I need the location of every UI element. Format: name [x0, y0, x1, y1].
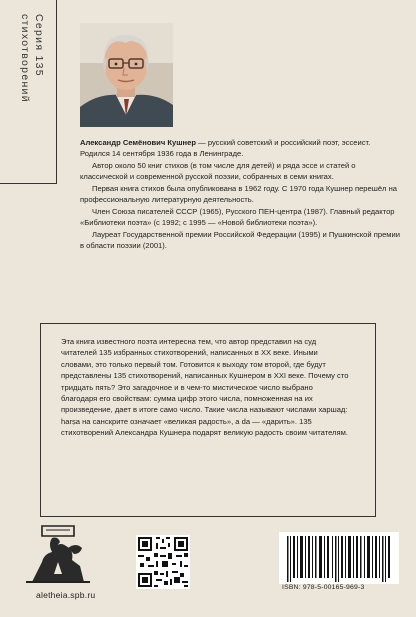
publisher-website[interactable]: aletheia.spb.ru [36, 590, 96, 600]
barcode-icon [279, 532, 399, 584]
series-frame [0, 0, 57, 184]
bio-intro: — русский советский и российский поэт, эссеист. Родился 14 сентября 1936 года в Ленинграде. [80, 138, 371, 158]
bio-paragraph-3: Первая книга стихов была опубликована в 1962 году. С 1970 года Кушнер перешёл на профессиональную литературную деятельность. [80, 184, 398, 204]
bio-paragraph-1 [80, 137, 402, 159]
qr-code-icon [136, 535, 190, 589]
book-description-frame [40, 323, 376, 517]
isbn-number: ISBN: 978-5-00165-969-3 [282, 584, 365, 591]
qr-code-graphic [136, 535, 190, 589]
series-line-2: стихотворений [19, 14, 31, 103]
bio-paragraph-5: Лауреат Государственной премии Российской Федерации (1995) и Пушкинской премии в области поэзии (2001). [80, 230, 400, 250]
bio-paragraph-2: Автор около 50 книг стихов (в том числе для детей) и ряда эссе и статей о классической и современной русской поэзии, собранных в семи книгах. [80, 161, 356, 181]
author-name: Александр Семёнович Кушнер [80, 138, 196, 147]
logo-illustration [22, 522, 94, 586]
series-label [10, 14, 46, 174]
author-portrait-photo [80, 23, 173, 127]
barcode-graphic [279, 532, 399, 584]
series-line-1: Серия 135 [33, 14, 45, 77]
author-biography [80, 137, 402, 252]
bio-paragraph-4: Член Союза писателей СССР (1965), Русского ПЕН-центра (1987). Главный редактор «Библиотеки поэта» (с 1992; с 1995 — «Новой библиотеки поэта»). [80, 207, 395, 227]
aletheia-publisher-logo [22, 522, 94, 586]
book-description: Эта книга известного поэта интересна тем, что автор представил на суд читателей 135 избранных стихотворений, написанных в XX веке. Иными словами, это только первый том. Готовится к выходу том второй, где будут представлены 135 стихотворений, написанных Кушнером в XXI веке. Почему сто тридцать пять? Это загадочное и в чем-то мистическое число выбрано благодаря его свойствам: сумма цифр этого числа, помноженная на их произведение, дает в итоге само число. Такие числа называют числами харшад: harṣa на санскрите означает «великая радость», а da — «дарить». 135 стихотворений Александра Кушнера подарят великую радость своим читателям. [61, 337, 349, 438]
portrait-illustration [80, 23, 173, 127]
